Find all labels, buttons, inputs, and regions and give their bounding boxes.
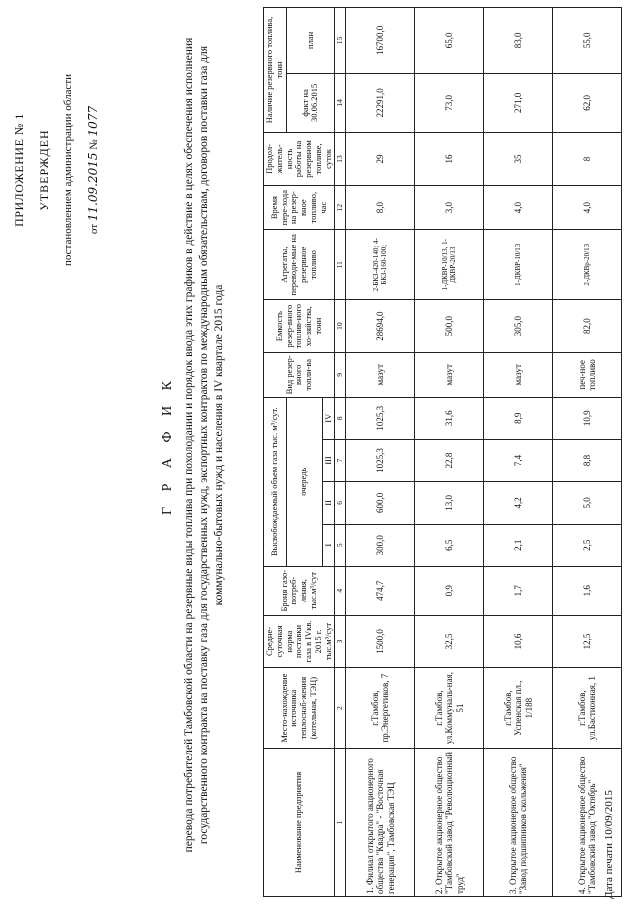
cell-q2: 13,0: [415, 482, 484, 524]
cell-plan: 65,0: [415, 8, 484, 74]
decree-line: постановлением администрации области: [62, 73, 74, 267]
cell-q2: 5,0: [553, 482, 622, 524]
cell-units: 2-ДКВр-20/13: [553, 230, 622, 300]
cell-q2: 4,2: [484, 482, 553, 524]
header-duration: Продол-житель-ность работы на резервном топливе, суток: [264, 133, 335, 186]
cell-norm: 32,5: [415, 615, 484, 668]
cell-norm: 1500,0: [346, 615, 415, 668]
cell-fact: 73,0: [415, 73, 484, 132]
header-plan: план: [286, 8, 335, 74]
title-subtitle: перевода потребителей Тамбовской области на резервные виды топлива при похолодании и порядок ввода этих графиков в действие в целях обеспечения исполнения государственного контракта на поставку газа для государственных нужд, экспортных контрактов по международным обязательствам, договоров поставки газа для коммунально-бытовых нужд и населения в IV квартале 2015 года: [183, 37, 225, 853]
handwritten-number: 1077: [85, 105, 100, 137]
schedule-table: [263, 7, 622, 897]
cell-q4: 8,9: [484, 397, 553, 439]
cell-units: 1-ДКВР-10/13, 1-ДКВР-20/13: [415, 230, 484, 300]
cell-duration: 16: [415, 133, 484, 186]
cell-location: г.Тамбов, ул.Бастионная, 1: [553, 668, 622, 748]
column-number-row: [335, 8, 346, 897]
cell-q3: 7,4: [484, 439, 553, 481]
header-location: Место-нахождение источника теплоснаб-жения (котельная, ТЭЦ): [264, 668, 335, 748]
cell-q4: 10,9: [553, 397, 622, 439]
header-queue: очередь: [286, 397, 322, 566]
cell-location: г.Тамбов, пр.Энергетиков, 7: [346, 668, 415, 748]
col-number: 5: [335, 524, 346, 566]
cell-q3: 8,8: [553, 439, 622, 481]
cell-bron: 1,7: [484, 566, 553, 615]
cell-q3: 22,8: [415, 439, 484, 481]
cell-fact: 22291,0: [346, 73, 415, 132]
header-switch-time: Время пере-хода на резер-вное топливо, час: [264, 185, 335, 229]
cell-bron: 0,9: [415, 566, 484, 615]
col-number: 6: [335, 482, 346, 524]
cell-q1: 6,5: [415, 524, 484, 566]
cell-q1: 2,5: [553, 524, 622, 566]
cell-location: г.Тамбов, Успенская пл., 1/188: [484, 668, 553, 748]
header-bron: Броня газо-потреб-ления, тыс.м³/сут: [264, 566, 335, 615]
cell-fuel: мазут: [415, 353, 484, 397]
cell-q1: 2,1: [484, 524, 553, 566]
col-number: 7: [335, 439, 346, 481]
cell-plan: 16700,0: [346, 8, 415, 74]
cell-q3: 1025,3: [346, 439, 415, 481]
header-queue-3: III: [322, 439, 335, 481]
cell-fact: 62,0: [553, 73, 622, 132]
header-reserve-availability: Наличие резервного топлива, тонн: [264, 8, 287, 133]
header-queue-2: II: [322, 482, 335, 524]
cell-plan: 55,0: [553, 8, 622, 74]
col-number: 9: [335, 353, 346, 397]
header-row-1: [264, 8, 287, 897]
header-fact: факт на 30.06.2015: [286, 73, 335, 132]
cell-bron: 1,6: [553, 566, 622, 615]
cell-q4: 1025,3: [346, 397, 415, 439]
col-number: 3: [335, 615, 346, 668]
cell-fuel: печ-ное топливо: [553, 353, 622, 397]
cell-units: 1-ДКВР-10/13: [484, 230, 553, 300]
approved-label: УТВЕРЖДЕН: [37, 129, 51, 211]
col-number: 10: [335, 300, 346, 353]
cell-time: 3,0: [415, 185, 484, 229]
table-row: [346, 8, 415, 897]
appendix-block: [12, 40, 102, 300]
decree-date-line: [86, 40, 102, 300]
cell-time: 8,0: [346, 185, 415, 229]
col-number: 8: [335, 397, 346, 439]
cell-fuel: мазут: [484, 353, 553, 397]
cell-duration: 8: [553, 133, 622, 186]
cell-plan: 83,0: [484, 8, 553, 74]
cell-q1: 300,0: [346, 524, 415, 566]
header-queue-1: I: [322, 524, 335, 566]
col-number: 2: [335, 668, 346, 748]
col-number: 14: [335, 73, 346, 132]
appendix-number: ПРИЛОЖЕНИЕ № 1: [12, 113, 26, 227]
header-queue-4: IV: [322, 397, 335, 439]
col-number: 12: [335, 185, 346, 229]
header-name: Наименование предприятия: [264, 748, 335, 896]
cell-units: 2-БКЗ-420-140; 4-БКЗ-160-100;: [346, 230, 415, 300]
col-number: 1: [335, 748, 346, 896]
cell-capacity: 500,0: [415, 300, 484, 353]
cell-q2: 600,0: [346, 482, 415, 524]
header-fuel-type: Вид резер-вного топли-ва: [264, 353, 335, 397]
number-prefix: №: [87, 139, 100, 150]
table-row: [484, 8, 553, 897]
cell-fact: 271,0: [484, 73, 553, 132]
cell-q4: 31,6: [415, 397, 484, 439]
cell-bron: 474,7: [346, 566, 415, 615]
cell-norm: 10,6: [484, 615, 553, 668]
header-released-volume: Высвобождаемый объем газа тыс. м³/сут.: [264, 397, 287, 566]
cell-time: 4,0: [553, 185, 622, 229]
table-row: [553, 8, 622, 897]
col-number: 11: [335, 230, 346, 300]
cell-time: 4,0: [484, 185, 553, 229]
table-row: [415, 8, 484, 897]
col-number: 15: [335, 8, 346, 74]
cell-capacity: 305,0: [484, 300, 553, 353]
cell-name: 2. Открытое акционерное общество "Тамбовский завод "Революционный труд": [415, 748, 484, 896]
header-capacity: Емкость резер-вного топлив-ного хо-зяйства, тонн: [264, 300, 335, 353]
cell-norm: 12,5: [553, 615, 622, 668]
print-date: Дата печати 10/09/2015: [603, 790, 615, 899]
cell-name: 4. Открытое акционерное общество "Тамбовский завод "Октябрь": [553, 748, 622, 896]
cell-duration: 29: [346, 133, 415, 186]
cell-name: 3. Открытое акционерное общество "Завод подшипников скольжения": [484, 748, 553, 896]
col-number: 4: [335, 566, 346, 615]
cell-fuel: мазут: [346, 353, 415, 397]
col-number: 13: [335, 133, 346, 186]
title-heading: Г Р А Ф И К: [160, 375, 175, 515]
header-units: Агрегаты, переводи-мые на резервное топливо: [264, 230, 335, 300]
document-title: [160, 25, 227, 865]
handwritten-date: 11.09.2015: [85, 152, 100, 222]
cell-capacity: 28694,0: [346, 300, 415, 353]
cell-duration: 35: [484, 133, 553, 186]
cell-location: г.Тамбов, ул.Коммуналь-ная, 51: [415, 668, 484, 748]
cell-name: 1. Филиал открытого акционерного общества "Квадра" - "Восточная генерация", Тамбовская ТЭЦ: [346, 748, 415, 896]
cell-capacity: 82,0: [553, 300, 622, 353]
header-norm: Средне-суточная норма поставки газа в IVкв. 2015 г. тыс.м³/сут: [264, 615, 335, 668]
date-prefix: от: [87, 223, 100, 235]
